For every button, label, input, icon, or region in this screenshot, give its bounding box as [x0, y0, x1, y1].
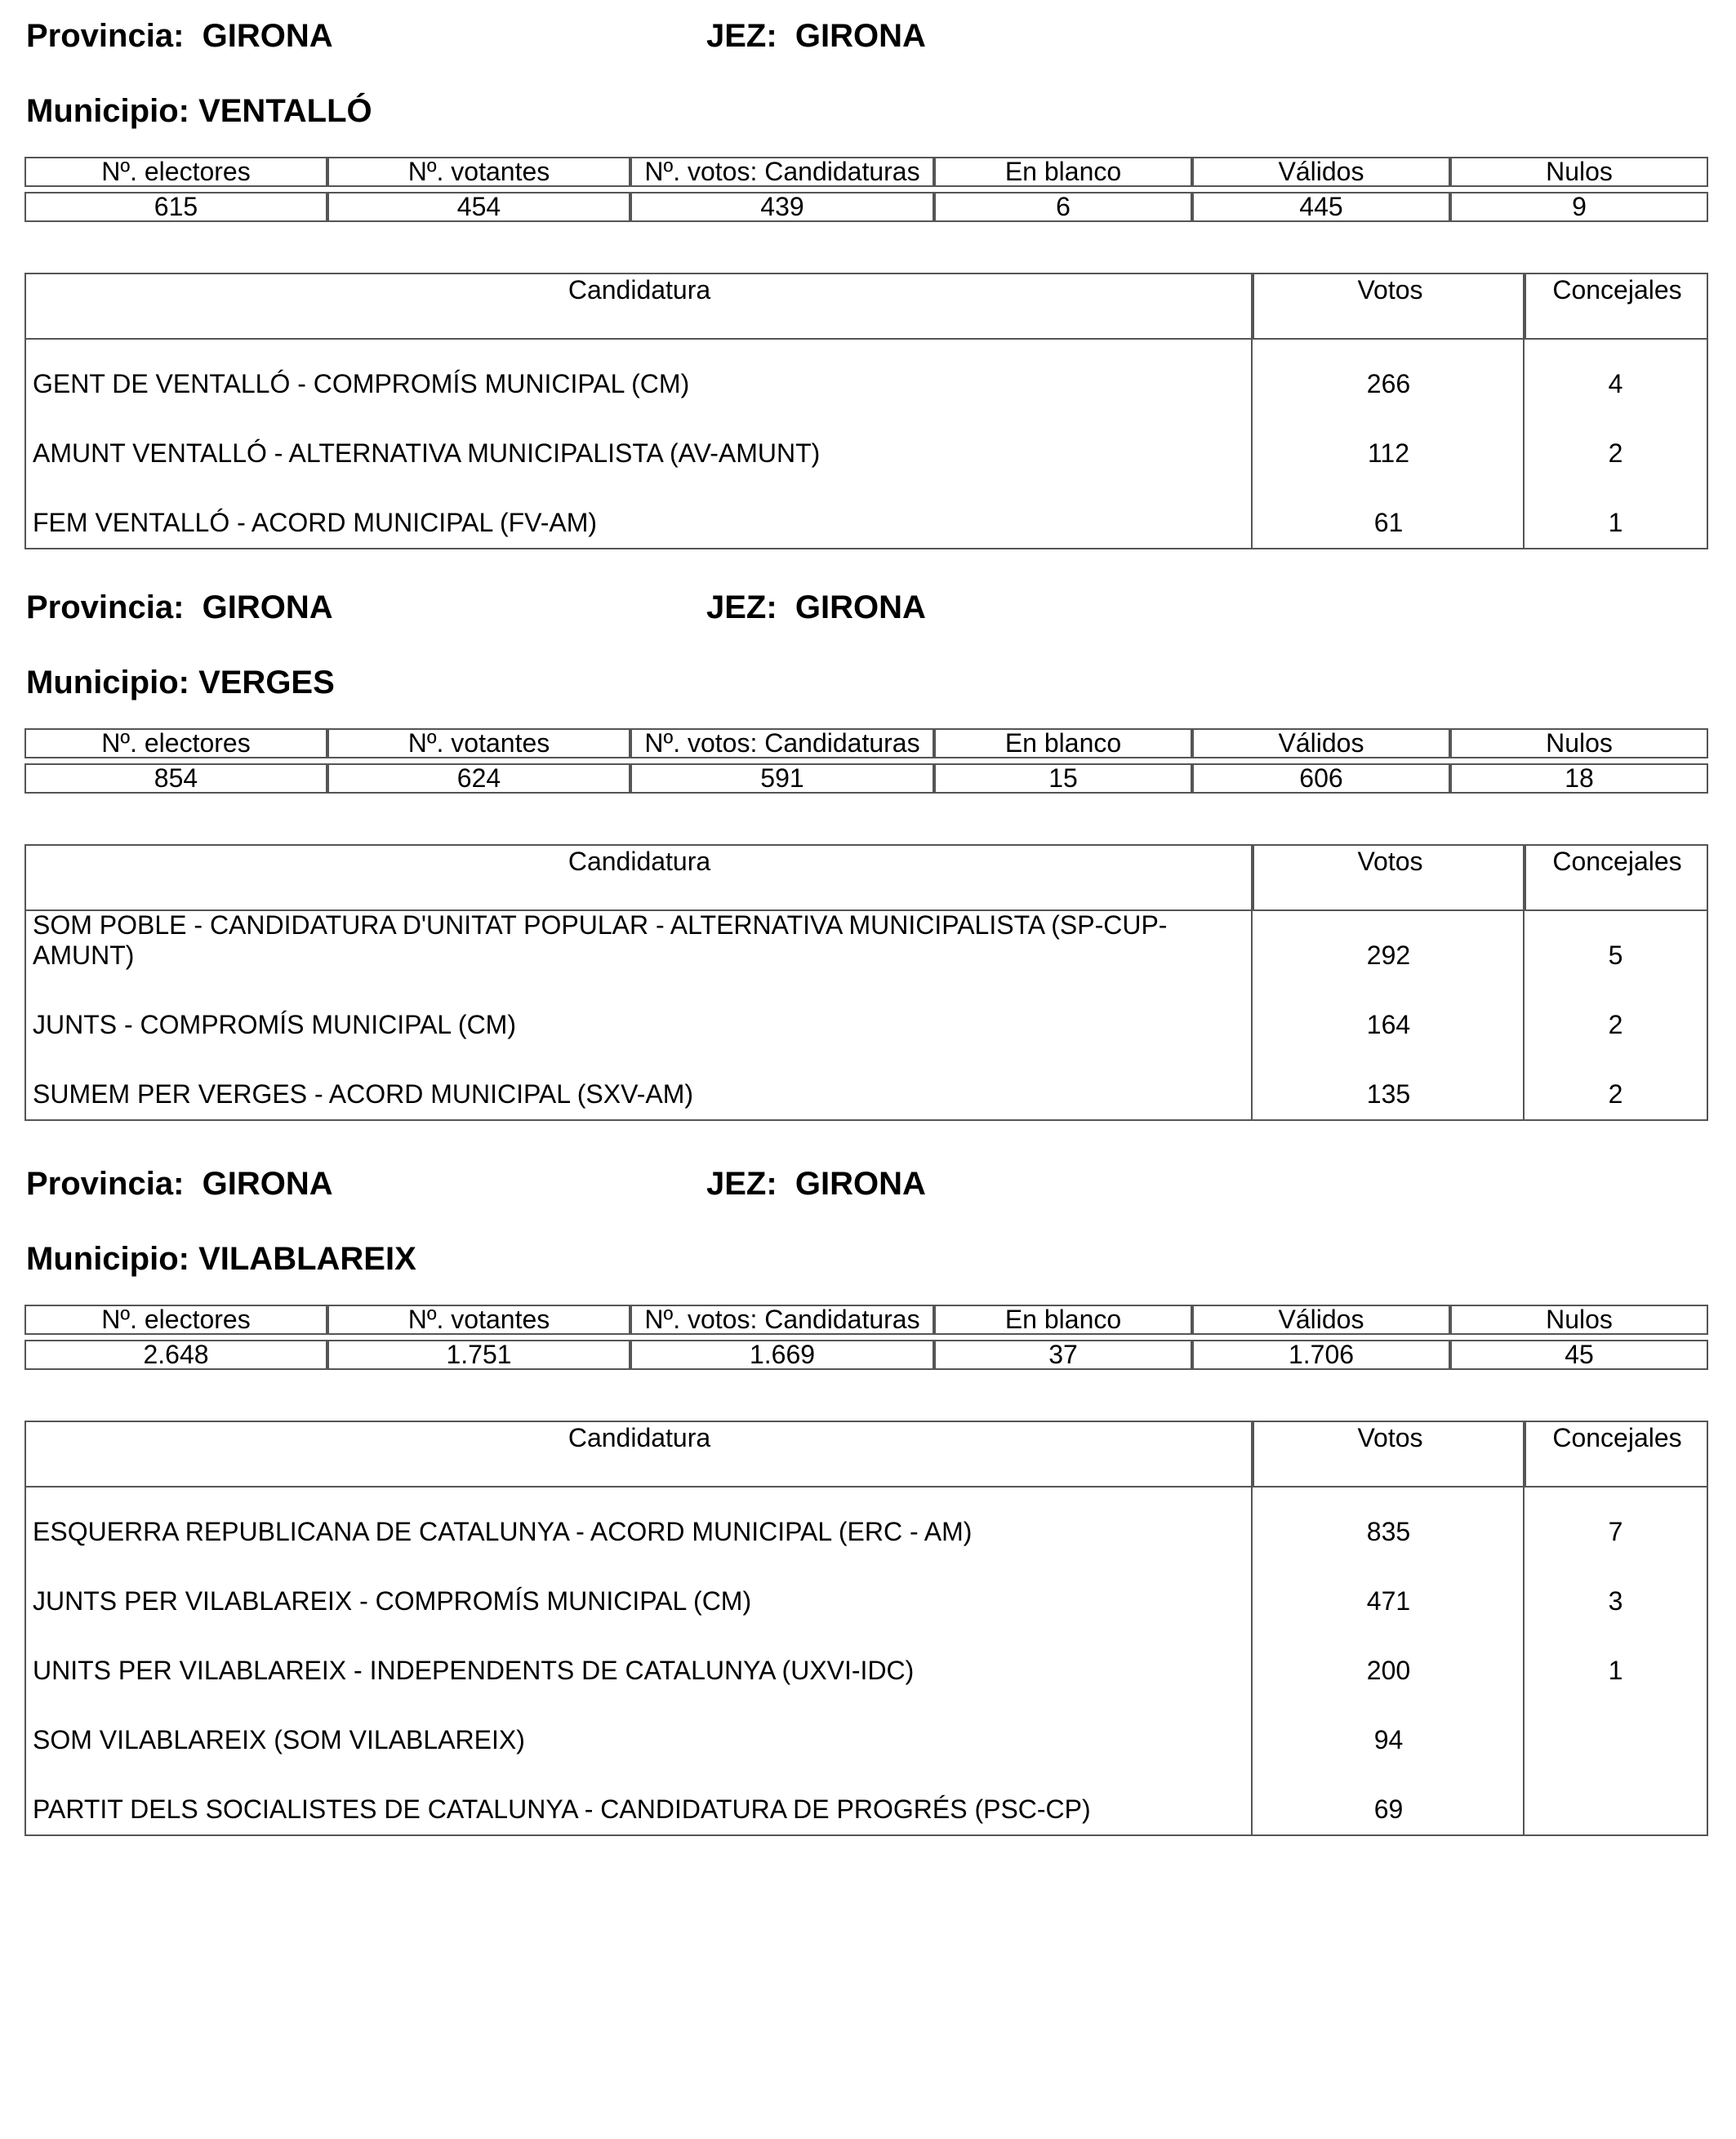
table-row — [26, 340, 1707, 409]
table-row — [26, 409, 1707, 478]
candidatura-concejales: 2 — [1608, 438, 1623, 468]
candidatura-name: SUMEM PER VERGES - ACORD MUNICIPAL (SXV-AM) — [33, 1079, 693, 1109]
candidatura-name: PARTIT DELS SOCIALISTES DE CATALUNYA - CANDIDATURA DE PROGRÉS (PSC-CP) — [33, 1794, 1091, 1824]
header-candidatura: Candidatura — [568, 275, 711, 305]
provincia-line — [24, 589, 1708, 638]
stat-value-nulos: 45 — [1450, 1340, 1708, 1370]
table-row — [26, 1626, 1707, 1696]
candidaturas-header — [26, 1422, 1707, 1488]
provincia-line — [24, 18, 1708, 67]
stats-table — [24, 157, 1708, 222]
candidaturas-table — [24, 273, 1708, 549]
header-concejales: Concejales — [1525, 274, 1708, 338]
stats-header-row — [24, 1305, 1708, 1335]
header-concejales: Concejales — [1525, 846, 1708, 909]
candidatura-concejales: 3 — [1608, 1586, 1623, 1616]
municipio-title: Municipio: VENTALLÓ — [26, 93, 372, 129]
candidatura-votos: 61 — [1373, 508, 1404, 537]
candidatura-votos: 94 — [1373, 1725, 1404, 1754]
stat-header-nulos: Nulos — [1450, 1305, 1708, 1335]
candidatura-votos: 292 — [1366, 941, 1411, 970]
table-row — [26, 1557, 1707, 1626]
candidatura-concejales: 1 — [1608, 508, 1623, 537]
stat-value-en-blanco: 15 — [934, 763, 1192, 794]
header-votos: Votos — [1253, 274, 1526, 338]
candidatura-votos: 471 — [1366, 1586, 1411, 1616]
stat-header-validos: Válidos — [1192, 157, 1450, 187]
provincia-label: Provincia: GIRONA — [26, 18, 333, 54]
candidatura-concejales: 4 — [1608, 369, 1623, 398]
stats-header-row — [24, 157, 1708, 187]
stat-value-electores: 615 — [24, 192, 327, 222]
stats-value-row — [24, 1340, 1708, 1370]
stat-header-votos-candidaturas: Nº. votos: Candidaturas — [630, 728, 934, 758]
stat-value-nulos: 9 — [1450, 192, 1708, 222]
stats-table — [24, 1305, 1708, 1370]
candidatura-name: ESQUERRA REPUBLICANA DE CATALUNYA - ACORD MUNICIPAL (ERC - AM) — [33, 1517, 973, 1546]
stat-value-electores: 854 — [24, 763, 327, 794]
stat-header-nulos: Nulos — [1450, 157, 1708, 187]
table-row — [26, 911, 1707, 981]
stat-value-votantes: 624 — [327, 763, 630, 794]
candidatura-concejales: 2 — [1608, 1079, 1623, 1109]
provincia-label: Provincia: GIRONA — [26, 589, 333, 625]
jez-label: JEZ: GIRONA — [706, 18, 926, 54]
stat-value-electores: 2.648 — [24, 1340, 327, 1370]
table-row — [26, 1765, 1707, 1834]
stat-value-nulos: 18 — [1450, 763, 1708, 794]
stat-value-validos: 606 — [1192, 763, 1450, 794]
stat-value-validos: 445 — [1192, 192, 1450, 222]
candidatura-concejales: 1 — [1608, 1656, 1623, 1685]
stats-value-row — [24, 763, 1708, 794]
candidatura-concejales: 7 — [1608, 1517, 1623, 1546]
stat-value-en-blanco: 37 — [934, 1340, 1192, 1370]
candidatura-name: AMUNT VENTALLÓ - ALTERNATIVA MUNICIPALISTA (AV-AMUNT) — [33, 438, 821, 468]
candidaturas-header — [26, 846, 1707, 911]
candidatura-concejales: 2 — [1608, 1010, 1623, 1039]
candidatura-name: JUNTS - COMPROMÍS MUNICIPAL (CM) — [33, 1010, 516, 1039]
stat-value-votos-candidaturas: 591 — [630, 763, 934, 794]
candidaturas-table — [24, 844, 1708, 1121]
stat-value-votantes: 1.751 — [327, 1340, 630, 1370]
municipio-title: Municipio: VILABLAREIX — [26, 1241, 416, 1277]
candidatura-votos: 266 — [1366, 369, 1411, 398]
stat-header-en-blanco: En blanco — [934, 1305, 1192, 1335]
stat-header-electores: Nº. electores — [24, 157, 327, 187]
header-votos: Votos — [1253, 846, 1526, 909]
candidaturas-table — [24, 1421, 1708, 1836]
header-candidatura: Candidatura — [568, 847, 711, 876]
candidatura-name: UNITS PER VILABLAREIX - INDEPENDENTS DE CATALUNYA (UXVI-IDC) — [33, 1656, 915, 1685]
stat-value-votos-candidaturas: 1.669 — [630, 1340, 934, 1370]
stat-header-nulos: Nulos — [1450, 728, 1708, 758]
table-row — [26, 1488, 1707, 1557]
jez-label: JEZ: GIRONA — [706, 1166, 926, 1202]
candidatura-concejales: 5 — [1608, 941, 1623, 970]
candidatura-votos: 200 — [1366, 1656, 1411, 1685]
header-concejales: Concejales — [1525, 1422, 1708, 1486]
stat-value-validos: 1.706 — [1192, 1340, 1450, 1370]
provincia-label: Provincia: GIRONA — [26, 1166, 333, 1202]
stat-value-votos-candidaturas: 439 — [630, 192, 934, 222]
stats-table — [24, 728, 1708, 794]
candidatura-name: FEM VENTALLÓ - ACORD MUNICIPAL (FV-AM) — [33, 508, 598, 537]
stat-header-votantes: Nº. votantes — [327, 728, 630, 758]
header-votos: Votos — [1253, 1422, 1526, 1486]
stats-header-row — [24, 728, 1708, 758]
header-candidatura: Candidatura — [568, 1423, 711, 1452]
candidatura-votos: 112 — [1367, 438, 1409, 468]
candidatura-name: GENT DE VENTALLÓ - COMPROMÍS MUNICIPAL (CM) — [33, 369, 690, 398]
candidatura-name: SOM VILABLAREIX (SOM VILABLAREIX) — [33, 1725, 525, 1754]
table-row — [26, 1696, 1707, 1765]
candidatura-name: JUNTS PER VILABLAREIX - COMPROMÍS MUNICIPAL (CM) — [33, 1586, 752, 1616]
stat-header-en-blanco: En blanco — [934, 157, 1192, 187]
stats-value-row — [24, 192, 1708, 222]
candidatura-votos: 135 — [1366, 1079, 1411, 1109]
stat-header-votantes: Nº. votantes — [327, 157, 630, 187]
provincia-line — [24, 1166, 1708, 1215]
candidatura-votos: 69 — [1373, 1794, 1404, 1824]
stat-value-en-blanco: 6 — [934, 192, 1192, 222]
stat-header-electores: Nº. electores — [24, 728, 327, 758]
stat-value-votantes: 454 — [327, 192, 630, 222]
stat-header-en-blanco: En blanco — [934, 728, 1192, 758]
stat-header-validos: Válidos — [1192, 1305, 1450, 1335]
table-row — [26, 1050, 1707, 1119]
candidatura-name: SOM POBLE - CANDIDATURA D'UNITAT POPULAR - ALTERNATIVA MUNICIPALISTA (SP-CUP-AMUNT) — [33, 910, 1168, 970]
stat-header-votos-candidaturas: Nº. votos: Candidaturas — [630, 1305, 934, 1335]
candidaturas-header — [26, 274, 1707, 340]
stat-header-validos: Válidos — [1192, 728, 1450, 758]
table-row — [26, 981, 1707, 1050]
candidatura-votos: 835 — [1366, 1517, 1411, 1546]
jez-label: JEZ: GIRONA — [706, 589, 926, 625]
stat-header-votantes: Nº. votantes — [327, 1305, 630, 1335]
stat-header-electores: Nº. electores — [24, 1305, 327, 1335]
table-row — [26, 478, 1707, 548]
municipio-title: Municipio: VERGES — [26, 665, 335, 700]
stat-header-votos-candidaturas: Nº. votos: Candidaturas — [630, 157, 934, 187]
candidatura-votos: 164 — [1366, 1010, 1411, 1039]
